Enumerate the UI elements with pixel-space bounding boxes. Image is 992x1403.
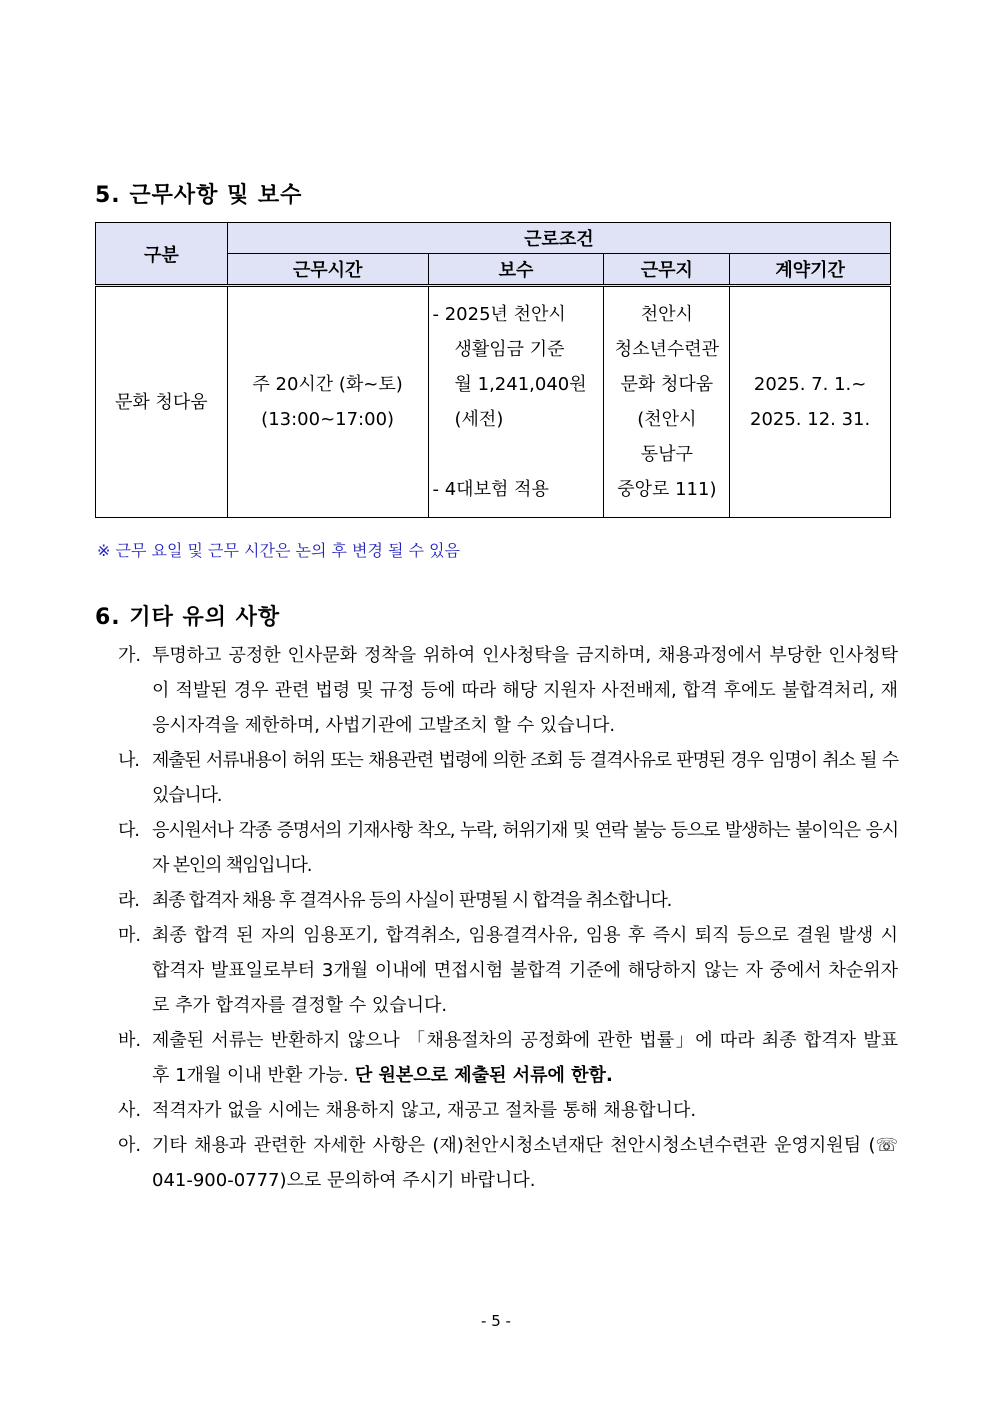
hours-line-1: 주 20시간 (화~토) <box>252 374 403 395</box>
period-line-1: 2025. 7. 1.~ <box>753 374 867 395</box>
item-mark: 사. <box>118 1100 142 1121</box>
header-hours: 근무시간 <box>227 254 428 286</box>
pay-line: 생활임금 기준 <box>454 339 565 360</box>
item-mark: 라. <box>118 890 139 911</box>
header-period: 계약기간 <box>730 254 891 286</box>
section-5-title: 5. 근무사항 및 보수 <box>95 183 303 208</box>
location-line: (천안시 <box>637 409 697 430</box>
cell-hours <box>227 286 428 518</box>
header-category: 구분 <box>96 223 228 286</box>
list-item <box>118 1128 898 1198</box>
list-item <box>118 813 898 883</box>
item-mark: 아. <box>118 1135 142 1156</box>
item-mark: 다. <box>118 820 139 841</box>
item-text: 응시원서나 각종 증명서의 기재사항 착오, 누락, 허위기재 및 연락 불능 등으로 발생하는 불이익은 응시자 본인의 책임입니다. <box>152 820 898 876</box>
item-text <box>152 1023 898 1093</box>
item-text: 투명하고 공정한 인사문화 정착을 위하여 인사청탁을 금지하며, 채용과정에서 부당한 인사청탁이 적발된 경우 관련 법령 및 규정 등에 따라 해당 지원자 사전배제, 합격 후에도 불합격처리, 재응시자격을 제한하며, 사법기관에 고발조치 할 수 있습니다. <box>152 645 898 736</box>
item-text: 기타 채용과 관련한 자세한 사항은 (재)천안시청소년재단 천안시청소년수련관 운영지원팀 (☏ 041-900-0777)으로 문의하여 주시기 바랍니다. <box>152 1135 898 1191</box>
item-text: 최종 합격자 채용 후 결격사유 등의 사실이 판명될 시 합격을 취소합니다. <box>152 890 672 911</box>
location-line: 문화 청다움 <box>620 374 714 395</box>
hours-line-2: (13:00~17:00) <box>261 409 395 430</box>
item-mark: 마. <box>118 925 142 946</box>
header-location: 근무지 <box>604 254 730 286</box>
pay-line: 월 1,241,040원 <box>454 374 587 395</box>
list-item <box>118 1023 898 1093</box>
item-mark: 가. <box>118 645 142 666</box>
list-item <box>118 1093 898 1128</box>
header-work-conditions: 근로조건 <box>227 223 890 254</box>
list-item <box>118 743 898 813</box>
location-line: 천안시 <box>640 304 693 325</box>
item-mark: 나. <box>118 750 139 771</box>
list-item <box>118 918 898 1023</box>
schedule-note: ※ 근무 요일 및 근무 시간은 논의 후 변경 될 수 있음 <box>97 541 461 560</box>
item-mark: 바. <box>118 1030 142 1051</box>
section-6-title: 6. 기타 유의 사항 <box>95 605 281 630</box>
location-line: 중앙로 111) <box>617 479 717 500</box>
list-item <box>118 883 898 918</box>
cell-category: 문화 청다움 <box>96 286 228 518</box>
item-text: 적격자가 없을 시에는 채용하지 않고, 재공고 절차를 통해 채용합니다. <box>152 1100 697 1121</box>
pay-line: - 2025년 천안시 <box>432 304 566 325</box>
cell-location <box>604 286 730 518</box>
location-line: 청소년수련관 <box>614 339 720 360</box>
item-text-emphasis: 단 원본으로 제출된 서류에 한함. <box>348 1065 613 1086</box>
work-conditions-table <box>95 222 891 518</box>
page-number: - 5 - <box>481 1312 511 1330</box>
table-row <box>96 286 891 518</box>
list-item <box>118 638 898 743</box>
header-pay: 보수 <box>428 254 604 286</box>
pay-insurance: - 4대보험 적용 <box>432 479 549 500</box>
item-text: 제출된 서류내용이 허위 또는 채용관련 법령에 의한 조회 등 결격사유로 판명된 경우 임명이 취소 될 수 있습니다. <box>152 750 898 806</box>
notice-list <box>118 638 898 1198</box>
location-line: 동남구 <box>640 444 693 465</box>
pay-line: (세전) <box>454 409 504 430</box>
cell-pay <box>428 286 604 518</box>
cell-period <box>730 286 891 518</box>
item-text: 최종 합격 된 자의 임용포기, 합격취소, 임용결격사유, 임용 후 즉시 퇴직 등으로 결원 발생 시 합격자 발표일로부터 3개월 이내에 면접시험 불합격 기준에 해당하지 않는 자 중에서 차순위자로 추가 합격자를 결정할 수 있습니다. <box>152 925 898 1016</box>
period-line-2: 2025. 12. 31. <box>750 409 871 430</box>
item-text-main: 제출된 서류는 반환하지 않으나 「채용절차의 공정화에 관한 법률」에 따라 최종 합격자 발표 후 1개월 이내 반환 가능. <box>152 1030 898 1086</box>
